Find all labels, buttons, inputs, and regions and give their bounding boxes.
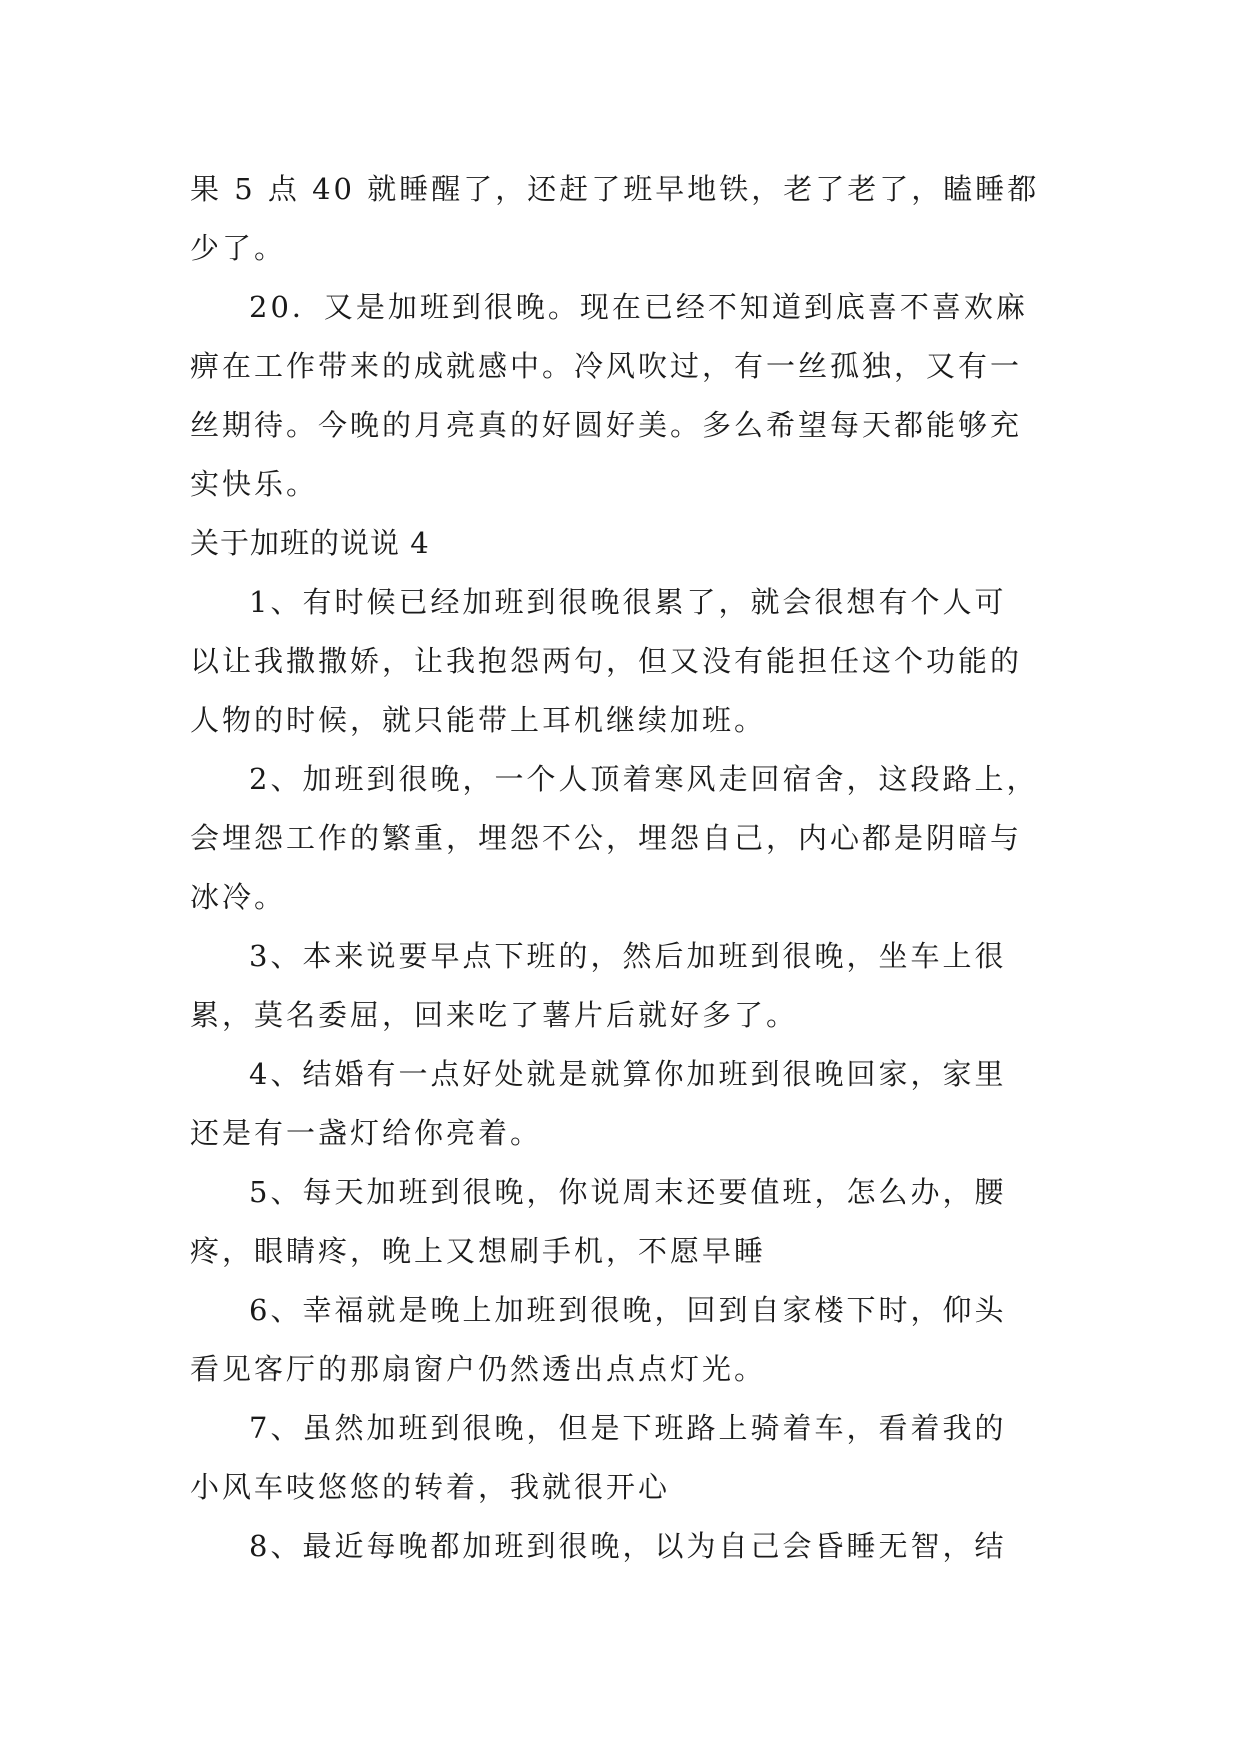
text-line: 8、最近每晚都加班到很晚，以为自己会昏睡无智，结 <box>249 1529 1007 1563</box>
paragraph <box>190 750 1062 927</box>
text-line: 20．又是加班到很晚。现在已经不知道到底喜不喜欢麻 <box>249 290 1028 324</box>
text-line: 冰冷。 <box>190 880 287 914</box>
paragraph <box>190 573 1062 750</box>
text-line: 丝期待。今晚的月亮真的好圆好美。多么希望每天都能够充 <box>190 408 1023 442</box>
text-line: 少了。 <box>190 231 287 265</box>
paragraph <box>190 1163 1062 1281</box>
text-line: 6、幸福就是晚上加班到很晚，回到自家楼下时，仰头 <box>249 1293 1007 1327</box>
text-line: 疼，眼睛疼，晚上又想刷手机，不愿早睡 <box>190 1234 767 1268</box>
text-line: 人物的时候，就只能带上耳机继续加班。 <box>190 703 767 737</box>
paragraph <box>190 1399 1062 1517</box>
text-line: 看见客厅的那扇窗户仍然透出点点灯光。 <box>190 1352 767 1386</box>
paragraph <box>190 1517 1062 1576</box>
text-line: 以让我撒撒娇，让我抱怨两句，但又没有能担任这个功能的 <box>190 644 1023 678</box>
text-line: 1、有时候已经加班到很晚很累了，就会很想有个人可 <box>249 585 1007 619</box>
text-line: 3、本来说要早点下班的，然后加班到很晚，坐车上很 <box>249 939 1007 973</box>
paragraph <box>190 927 1062 1045</box>
text-line: 4、结婚有一点好处就是就算你加班到很晚回家，家里 <box>249 1057 1007 1091</box>
section-heading: 关于加班的说说 4 <box>190 526 430 560</box>
paragraph <box>190 160 1062 278</box>
text-line: 累，莫名委屈，回来吃了薯片后就好多了。 <box>190 998 799 1032</box>
text-line: 实快乐。 <box>190 467 319 501</box>
text-line: 7、虽然加班到很晚，但是下班路上骑着车，看着我的 <box>249 1411 1007 1445</box>
document-body <box>190 160 1062 1576</box>
text-line: 会埋怨工作的繁重，埋怨不公，埋怨自己，内心都是阴暗与 <box>190 821 1023 855</box>
text-line: 5、每天加班到很晚，你说周末还要值班，怎么办，腰 <box>249 1175 1007 1209</box>
paragraph <box>190 1281 1062 1399</box>
paragraph <box>190 1045 1062 1163</box>
paragraph <box>190 278 1062 514</box>
text-line: 小风车吱悠悠的转着，我就很开心 <box>190 1470 671 1504</box>
text-line: 2、加班到很晚，一个人顶着寒风走回宿舍，这段路上， <box>249 762 1039 796</box>
text-line: 痹在工作带来的成就感中。冷风吹过，有一丝孤独，又有一 <box>190 349 1023 383</box>
text-line: 果 5 点 40 就睡醒了，还赶了班早地铁，老了老了，瞌睡都 <box>190 172 1040 206</box>
text-line: 还是有一盏灯给你亮着。 <box>190 1116 543 1150</box>
